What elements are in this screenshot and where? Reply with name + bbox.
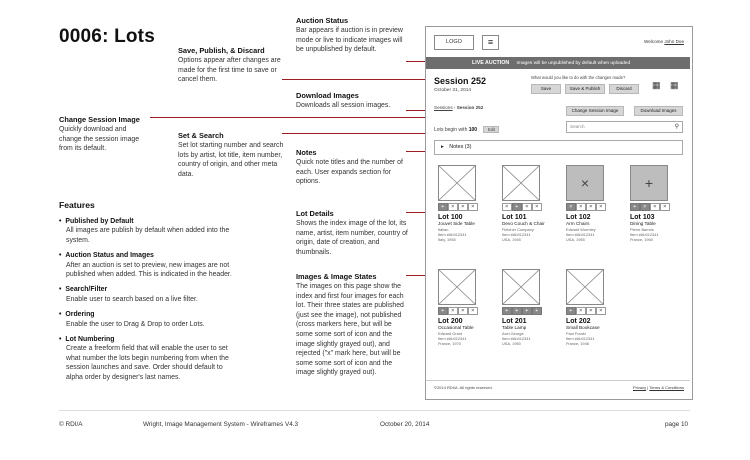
- thumbnail-rejected[interactable]: ×: [468, 307, 478, 315]
- lot-number: Lot 201: [502, 318, 527, 325]
- lot-index-image-rejected[interactable]: [566, 165, 604, 201]
- annotation-set-search: [178, 131, 286, 179]
- footer-page-number: page 10: [665, 421, 689, 428]
- annotation-text: Shows the index image of the lot, its name, artist, item number, country of origin, date of creation, and thumbnails.: [296, 220, 408, 256]
- lot-card[interactable]: [438, 269, 492, 346]
- annotation-change-session-image: [59, 115, 149, 154]
- feature-title: • Published by Default: [59, 217, 241, 226]
- lot-title: Small Bookcase: [566, 325, 600, 330]
- thumbnail-unpublished[interactable]: +: [522, 307, 532, 315]
- thumbnail-rejected[interactable]: ×: [502, 203, 512, 211]
- lot-origin-date: Italy, 1955: [438, 237, 456, 242]
- features-list: [59, 217, 241, 382]
- lot-artist: Pierre Barrois: [630, 227, 654, 232]
- feature-item: [59, 335, 241, 382]
- feature-item: [59, 310, 241, 329]
- annotation-auction-status: [296, 16, 408, 55]
- lot-artist: Axel George: [502, 331, 524, 336]
- annotation-save-publish: [178, 46, 286, 85]
- annotation-text: Quick note titles and the number of each. User expands section for options.: [296, 159, 403, 186]
- thumbnail-strip: [566, 307, 620, 315]
- notes-label: Notes (3): [449, 144, 472, 150]
- lot-item-number: Item #Ab012341: [630, 232, 659, 237]
- wireframe-footer-links: [633, 385, 684, 390]
- caret-right-icon: ▸: [441, 144, 444, 150]
- lot-title: Arm Chairs: [566, 221, 590, 226]
- feature-title: • Lot Numbering: [59, 335, 241, 344]
- lot-artist: Edward Grant: [438, 331, 463, 336]
- footer-link-separator: |: [647, 385, 649, 390]
- breadcrumb-sessions-link[interactable]: Sessions: [434, 105, 453, 110]
- lot-item-number: Item #Ab012341: [502, 232, 531, 237]
- footer-copyright: © RDI/A: [59, 421, 83, 428]
- lot-origin-date: France, 1946: [566, 341, 589, 346]
- footer-divider: [59, 410, 690, 411]
- lot-title: Dining Table: [630, 221, 656, 226]
- lot-card[interactable]: [566, 165, 620, 242]
- thumbnail-rejected[interactable]: ×: [448, 203, 458, 211]
- thumbnail-rejected[interactable]: ×: [576, 307, 586, 315]
- thumbnail-rejected[interactable]: ×: [640, 203, 650, 211]
- feature-title: • Ordering: [59, 310, 241, 319]
- annotation-text: Downloads all session images.: [296, 102, 391, 109]
- welcome-label: Welcome: [643, 39, 664, 44]
- annotation-title: Save, Publish, & Discard: [178, 46, 265, 55]
- lot-title: Table Lamp: [502, 325, 527, 330]
- unpublished-plus-icon: +: [644, 175, 654, 191]
- thumbnail-rejected[interactable]: ×: [586, 307, 596, 315]
- annotation-lot-details: [296, 209, 408, 257]
- thumbnail-rejected[interactable]: ×: [468, 203, 478, 211]
- lot-origin-date: France, 1960: [630, 237, 653, 242]
- wireframe-footer-divider: [426, 380, 690, 381]
- list-view-icon[interactable]: ▦: [652, 80, 661, 90]
- feature-desc: Create a freeform field that will enable the user to set what number the lots begin numbering from when the session launches and save. Order should default to alpha order by designer's last names.: [66, 345, 229, 381]
- leader-line-save: [282, 79, 434, 80]
- thumbnail-unpublished[interactable]: +: [502, 307, 512, 315]
- page-title: 0006: Lots: [59, 26, 155, 47]
- lot-artist: Fletcher Company: [502, 227, 534, 232]
- lot-origin-date: France, 1970: [438, 341, 461, 346]
- annotation-title: Lot Details: [296, 209, 334, 218]
- footer-date: October 20, 2014: [380, 421, 430, 428]
- search-input[interactable]: [566, 121, 683, 133]
- annotation-notes: [296, 148, 408, 187]
- annotation-text: Set lot starting number and search lots by artist, lot title, item number, country of origin, and other meta data.: [178, 142, 284, 178]
- annotation-title: Auction Status: [296, 16, 349, 25]
- thumbnail-strip: [438, 203, 492, 211]
- footer-doc-title: Wright, Image Management System - Wireframes V4.3: [143, 421, 299, 428]
- save-publish-button[interactable]: Save & Publish: [565, 84, 605, 94]
- privacy-link[interactable]: Privacy: [632, 385, 647, 390]
- lot-title: Devo Couch & Chair: [502, 221, 545, 226]
- discard-button[interactable]: Discard: [609, 84, 639, 94]
- search-icon: ⚲: [674, 124, 679, 130]
- thumbnail-unpublished[interactable]: +: [630, 203, 640, 211]
- lot-item-number: Item #Ab012341: [566, 336, 595, 341]
- user-link[interactable]: John Doe: [664, 39, 684, 44]
- lot-card[interactable]: [438, 165, 492, 242]
- thumbnail-published[interactable]: +: [438, 203, 448, 211]
- feature-item: [59, 285, 241, 304]
- thumbnail-rejected[interactable]: ×: [522, 203, 532, 211]
- thumbnail-strip: [438, 307, 492, 315]
- wireframe-mockup: [425, 26, 693, 400]
- thumbnail-unpublished[interactable]: +: [532, 307, 542, 315]
- lot-card[interactable]: [630, 165, 684, 242]
- annotation-text: Bar appears if auction is in preview mode or live to indicate images will be unpublished by default.: [296, 27, 403, 54]
- lot-number: Lot 200: [438, 318, 463, 325]
- session-date: October 31, 2014: [434, 88, 472, 93]
- lot-card[interactable]: [502, 165, 556, 242]
- thumbnail-published[interactable]: +: [438, 307, 448, 315]
- terms-link[interactable]: Terms & Conditions: [649, 385, 684, 390]
- thumbnail-strip: [502, 203, 556, 211]
- grid-view-icon[interactable]: ▦: [670, 80, 679, 90]
- lot-artist: Paul Frankl: [566, 331, 586, 336]
- thumbnail-rejected[interactable]: ×: [650, 203, 660, 211]
- lot-origin-date: USA, 1950: [502, 341, 521, 346]
- logo[interactable]: LOGO: [434, 35, 474, 50]
- lot-index-image[interactable]: [502, 165, 540, 201]
- feature-desc: All images are publish by default when added into the system.: [66, 227, 230, 244]
- lot-item-number: Item #Ab012341: [502, 336, 531, 341]
- live-auction-text: Images will be unpublished by default when uploaded: [516, 61, 631, 66]
- thumbnail-rejected[interactable]: ×: [566, 203, 576, 211]
- lot-title: Occasional Table: [438, 325, 474, 330]
- thumbnail-rejected[interactable]: ×: [576, 203, 586, 211]
- annotation-title: Notes: [296, 148, 317, 157]
- lot-number: Lot 202: [566, 318, 591, 325]
- annotation-text: Quickly download and change the session image from its default.: [59, 126, 140, 153]
- lot-index-image-unpublished[interactable]: [630, 165, 668, 201]
- annotation-text: Options appear after changes are made for the first time to save or cancel them.: [178, 57, 281, 84]
- lot-card[interactable]: [566, 269, 620, 346]
- feature-item: [59, 251, 241, 279]
- thumbnail-rejected[interactable]: ×: [532, 203, 542, 211]
- lot-index-image[interactable]: [438, 269, 476, 305]
- thumbnail-rejected[interactable]: ×: [458, 307, 468, 315]
- lot-title: Jouvet Side Table: [438, 221, 475, 226]
- reject-x-icon: ×: [580, 175, 590, 191]
- feature-item: [59, 217, 241, 245]
- notes-toggle[interactable]: [434, 140, 683, 155]
- session-title: Session 252: [434, 76, 487, 86]
- wireframe-footer-copyright: ©2014 RDI/A. All rights reserved.: [434, 385, 493, 390]
- thumbnail-published[interactable]: +: [512, 203, 522, 211]
- lot-number: Lot 103: [630, 214, 655, 221]
- welcome-text: [644, 39, 684, 44]
- lot-item-number: Item #Ab012341: [566, 232, 595, 237]
- change-session-image-button[interactable]: Change Session Image: [566, 106, 624, 116]
- search-placeholder: Search: [570, 124, 585, 129]
- thumbnail-strip: [502, 307, 556, 315]
- numbering-label: Lots begin with: [434, 126, 468, 133]
- thumbnail-strip: [630, 203, 684, 211]
- annotation-title: Change Session Image: [59, 115, 140, 124]
- lot-number: Lot 101: [502, 214, 527, 221]
- auction-status-bar: [426, 57, 690, 69]
- feature-title: • Auction Status and Images: [59, 251, 241, 260]
- lot-item-number: Item #Ab012341: [438, 336, 467, 341]
- annotation-title: Download Images: [296, 91, 359, 100]
- feature-title: • Search/Filter: [59, 285, 241, 294]
- annotation-download-images: [296, 91, 408, 111]
- breadcrumb: [434, 105, 483, 110]
- live-auction-label: LIVE AUCTION: [472, 60, 510, 66]
- leader-line-set-search: [282, 133, 436, 134]
- annotation-images-states: [296, 272, 408, 378]
- annotation-title: Set & Search: [178, 131, 224, 140]
- thumbnail-published[interactable]: +: [566, 307, 576, 315]
- edit-numbering-button[interactable]: Edit: [483, 126, 499, 133]
- thumbnail-rejected[interactable]: ×: [596, 203, 606, 211]
- breadcrumb-current: Session 252: [456, 105, 484, 110]
- feature-desc: Enable the user to Drag & Drop to order Lots.: [66, 320, 205, 328]
- thumbnail-rejected[interactable]: ×: [448, 307, 458, 315]
- lot-numbering: [434, 126, 499, 133]
- save-button[interactable]: Save: [531, 84, 561, 94]
- thumbnail-rejected[interactable]: ×: [586, 203, 596, 211]
- features-heading: Features: [59, 200, 95, 210]
- lot-origin-date: USA, 1945: [502, 237, 521, 242]
- lot-artist: Edward Wormley: [566, 227, 596, 232]
- thumbnail-strip: [566, 203, 620, 211]
- numbering-value: 100: [468, 126, 478, 133]
- unsaved-changes-question: What would you like to do with the changes made?: [531, 75, 626, 80]
- feature-desc: Enable user to search based on a live filter.: [66, 295, 198, 303]
- lot-card[interactable]: [502, 269, 556, 346]
- menu-icon[interactable]: ≡: [482, 35, 499, 50]
- download-images-button[interactable]: Download Images: [634, 106, 683, 116]
- lot-item-number: Item #Ab012341: [438, 232, 467, 237]
- lot-artist: Italian: [438, 227, 449, 232]
- lot-index-image[interactable]: [502, 269, 540, 305]
- lot-number: Lot 100: [438, 214, 463, 221]
- breadcrumb-separator: ›: [453, 105, 456, 110]
- annotation-title: Images & Image States: [296, 272, 377, 281]
- lot-index-image[interactable]: [438, 165, 476, 201]
- thumbnail-rejected[interactable]: ×: [596, 307, 606, 315]
- thumbnail-rejected[interactable]: ×: [458, 203, 468, 211]
- lot-origin-date: USA, 1955: [566, 237, 585, 242]
- lot-number: Lot 102: [566, 214, 591, 221]
- feature-desc: After an auction is set to preview, new images are not published when added. This is indicated in the header.: [66, 261, 232, 279]
- annotation-text: The images on this page show the index and first four images for each lot. Their three states are published (just see the image), not published (cross markers here, but will be some some sort of icon and the image slightly grayed out), and rejected ("x" mark here, but will be some some sort of icon and the image slightly grayed out).: [296, 283, 404, 377]
- thumbnail-rejected[interactable]: ×: [660, 203, 670, 211]
- lot-index-image[interactable]: [566, 269, 604, 305]
- thumbnail-unpublished[interactable]: +: [512, 307, 522, 315]
